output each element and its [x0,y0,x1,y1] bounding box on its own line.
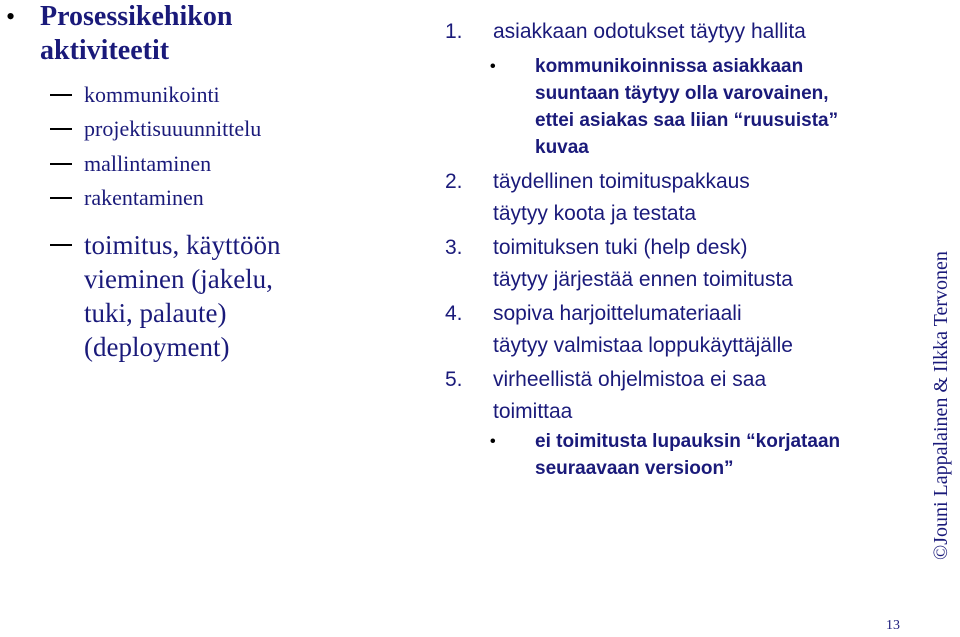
item-text: täytyy koota ja testata [493,202,697,225]
item-text: asiakkaan odotukset täytyy hallita [493,20,806,43]
item-text: toimittaa [493,400,573,423]
dash-icon [50,197,72,199]
item-text: virheellistä ohjelmistoa ei saa [493,368,767,391]
item-number: 4. [445,302,463,325]
highlighted-line: vieminen (jakelu, [84,264,273,294]
item-number: 3. [445,236,463,259]
item-number: 5. [445,368,463,391]
item-text: sopiva harjoittelumateriaali [493,302,742,325]
page-number: 13 [886,618,900,633]
sub-item-line: ei toimitusta lupauksin “korjataan [535,431,841,452]
highlighted-line: (deployment) [84,332,230,362]
list-item-label: projektisuuunnittelu [84,116,262,141]
sub-item-line: kuvaa [535,137,589,158]
dash-icon [50,128,72,130]
sub-item-line: suuntaan täytyy olla varovainen, [535,83,829,104]
item-text: täytyy valmistaa loppukäyttäjälle [493,334,793,357]
bullet-icon: • [6,2,16,31]
heading-line-2: aktiviteetit [40,35,170,66]
sub-item-line: seuraavaan versioon” [535,458,734,479]
highlighted-line: tuki, palaute) [84,298,227,328]
item-text: täydellinen toimituspakkaus [493,170,750,193]
heading-line-1: Prosessikehikon [40,1,233,32]
dash-icon [50,163,72,165]
bullet-icon: • [490,58,496,75]
item-number: 1. [445,20,463,43]
list-item-label: kommunikointi [84,82,220,107]
item-number: 2. [445,170,463,193]
sub-item-line: kommunikoinnissa asiakkaan [535,56,804,77]
dash-icon [50,94,72,96]
list-item-label: rakentaminen [84,185,204,210]
section-heading [40,0,400,68]
list-item-label: mallintaminen [84,151,212,176]
copyright-notice: ©Jouni Lappalainen & Ilkka Tervonen [930,251,952,560]
highlighted-line: toimitus, käyttöön [84,230,281,260]
highlighted-label [84,228,384,364]
item-text: täytyy järjestää ennen toimitusta [493,268,793,291]
dash-icon [50,244,72,246]
sub-item-line: ettei asiakas saa liian “ruusuista” [535,110,839,131]
bullet-icon: • [490,433,496,450]
item-text: toimituksen tuki (help desk) [493,236,748,259]
